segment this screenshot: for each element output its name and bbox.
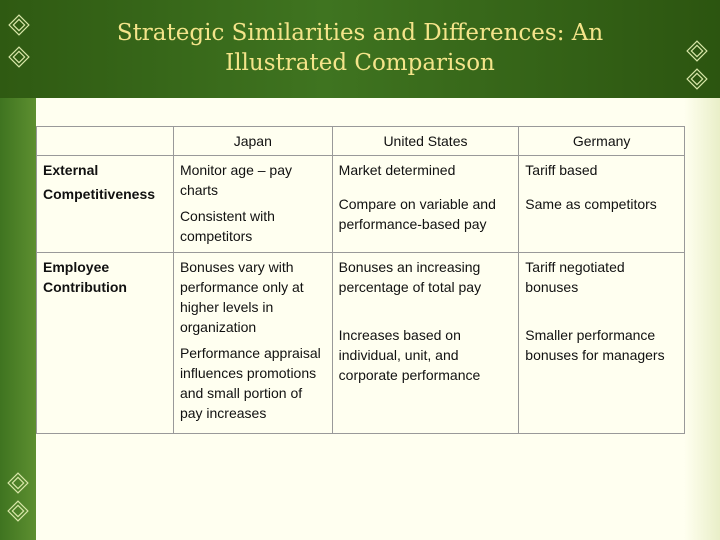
comparison-table <box>36 126 685 434</box>
diamond-ornament-icon <box>6 44 32 70</box>
title-line-2: Illustrated Comparison <box>225 50 495 76</box>
column-header-japan: Japan <box>173 127 332 156</box>
cell-text: Smaller performance bonuses for managers <box>525 327 665 364</box>
table-cell <box>173 253 332 434</box>
table-row <box>37 156 685 253</box>
row-header-line: Employee <box>43 259 110 276</box>
slide-title <box>60 18 660 78</box>
cell-text: Performance appraisal influences promotions and small portion of pay increases <box>179 345 321 422</box>
row-header-line: Competitiveness <box>43 186 156 202</box>
row-header-line: External <box>43 162 99 178</box>
diamond-ornament-icon <box>684 38 710 64</box>
cell-text: Market determined <box>338 162 456 178</box>
table-cell <box>519 253 685 434</box>
title-line-1: Strategic Similarities and Differences: An <box>116 20 604 46</box>
cell-text: Same as competitors <box>525 196 657 212</box>
cell-text: Bonuses an increasing percentage of total pay <box>338 259 482 296</box>
table-cell <box>332 253 519 434</box>
column-header-united-states: United States <box>332 127 519 156</box>
cell-text: Tariff based <box>525 162 598 178</box>
diamond-ornament-icon <box>684 66 710 92</box>
left-decorative-bar <box>0 98 36 540</box>
title-banner <box>0 0 720 98</box>
row-header-employee-contribution <box>37 253 174 434</box>
cell-text: Monitor age – pay charts <box>179 162 293 198</box>
table-cell <box>519 156 685 253</box>
cell-text: Bonuses vary with performance only at higher levels in organization <box>179 259 304 336</box>
table-cell <box>173 156 332 253</box>
cell-text: Compare on variable and performance-based pay <box>338 196 496 232</box>
diamond-ornament-icon <box>6 12 32 38</box>
table-cell <box>332 156 519 253</box>
right-decorative-bar <box>684 98 720 540</box>
table-row <box>37 253 685 434</box>
diamond-ornament-icon <box>5 470 31 496</box>
cell-text: Tariff negotiated bonuses <box>525 259 625 296</box>
cell-text: Consistent with competitors <box>179 208 275 244</box>
table-header-row <box>37 127 685 156</box>
column-header-germany: Germany <box>519 127 685 156</box>
cell-text: Increases based on individual, unit, and corporate performance <box>338 327 481 384</box>
diamond-ornament-icon <box>5 498 31 524</box>
column-header <box>37 127 174 156</box>
row-header-line: Contribution <box>43 279 127 296</box>
row-header-external-competitiveness <box>37 156 174 253</box>
